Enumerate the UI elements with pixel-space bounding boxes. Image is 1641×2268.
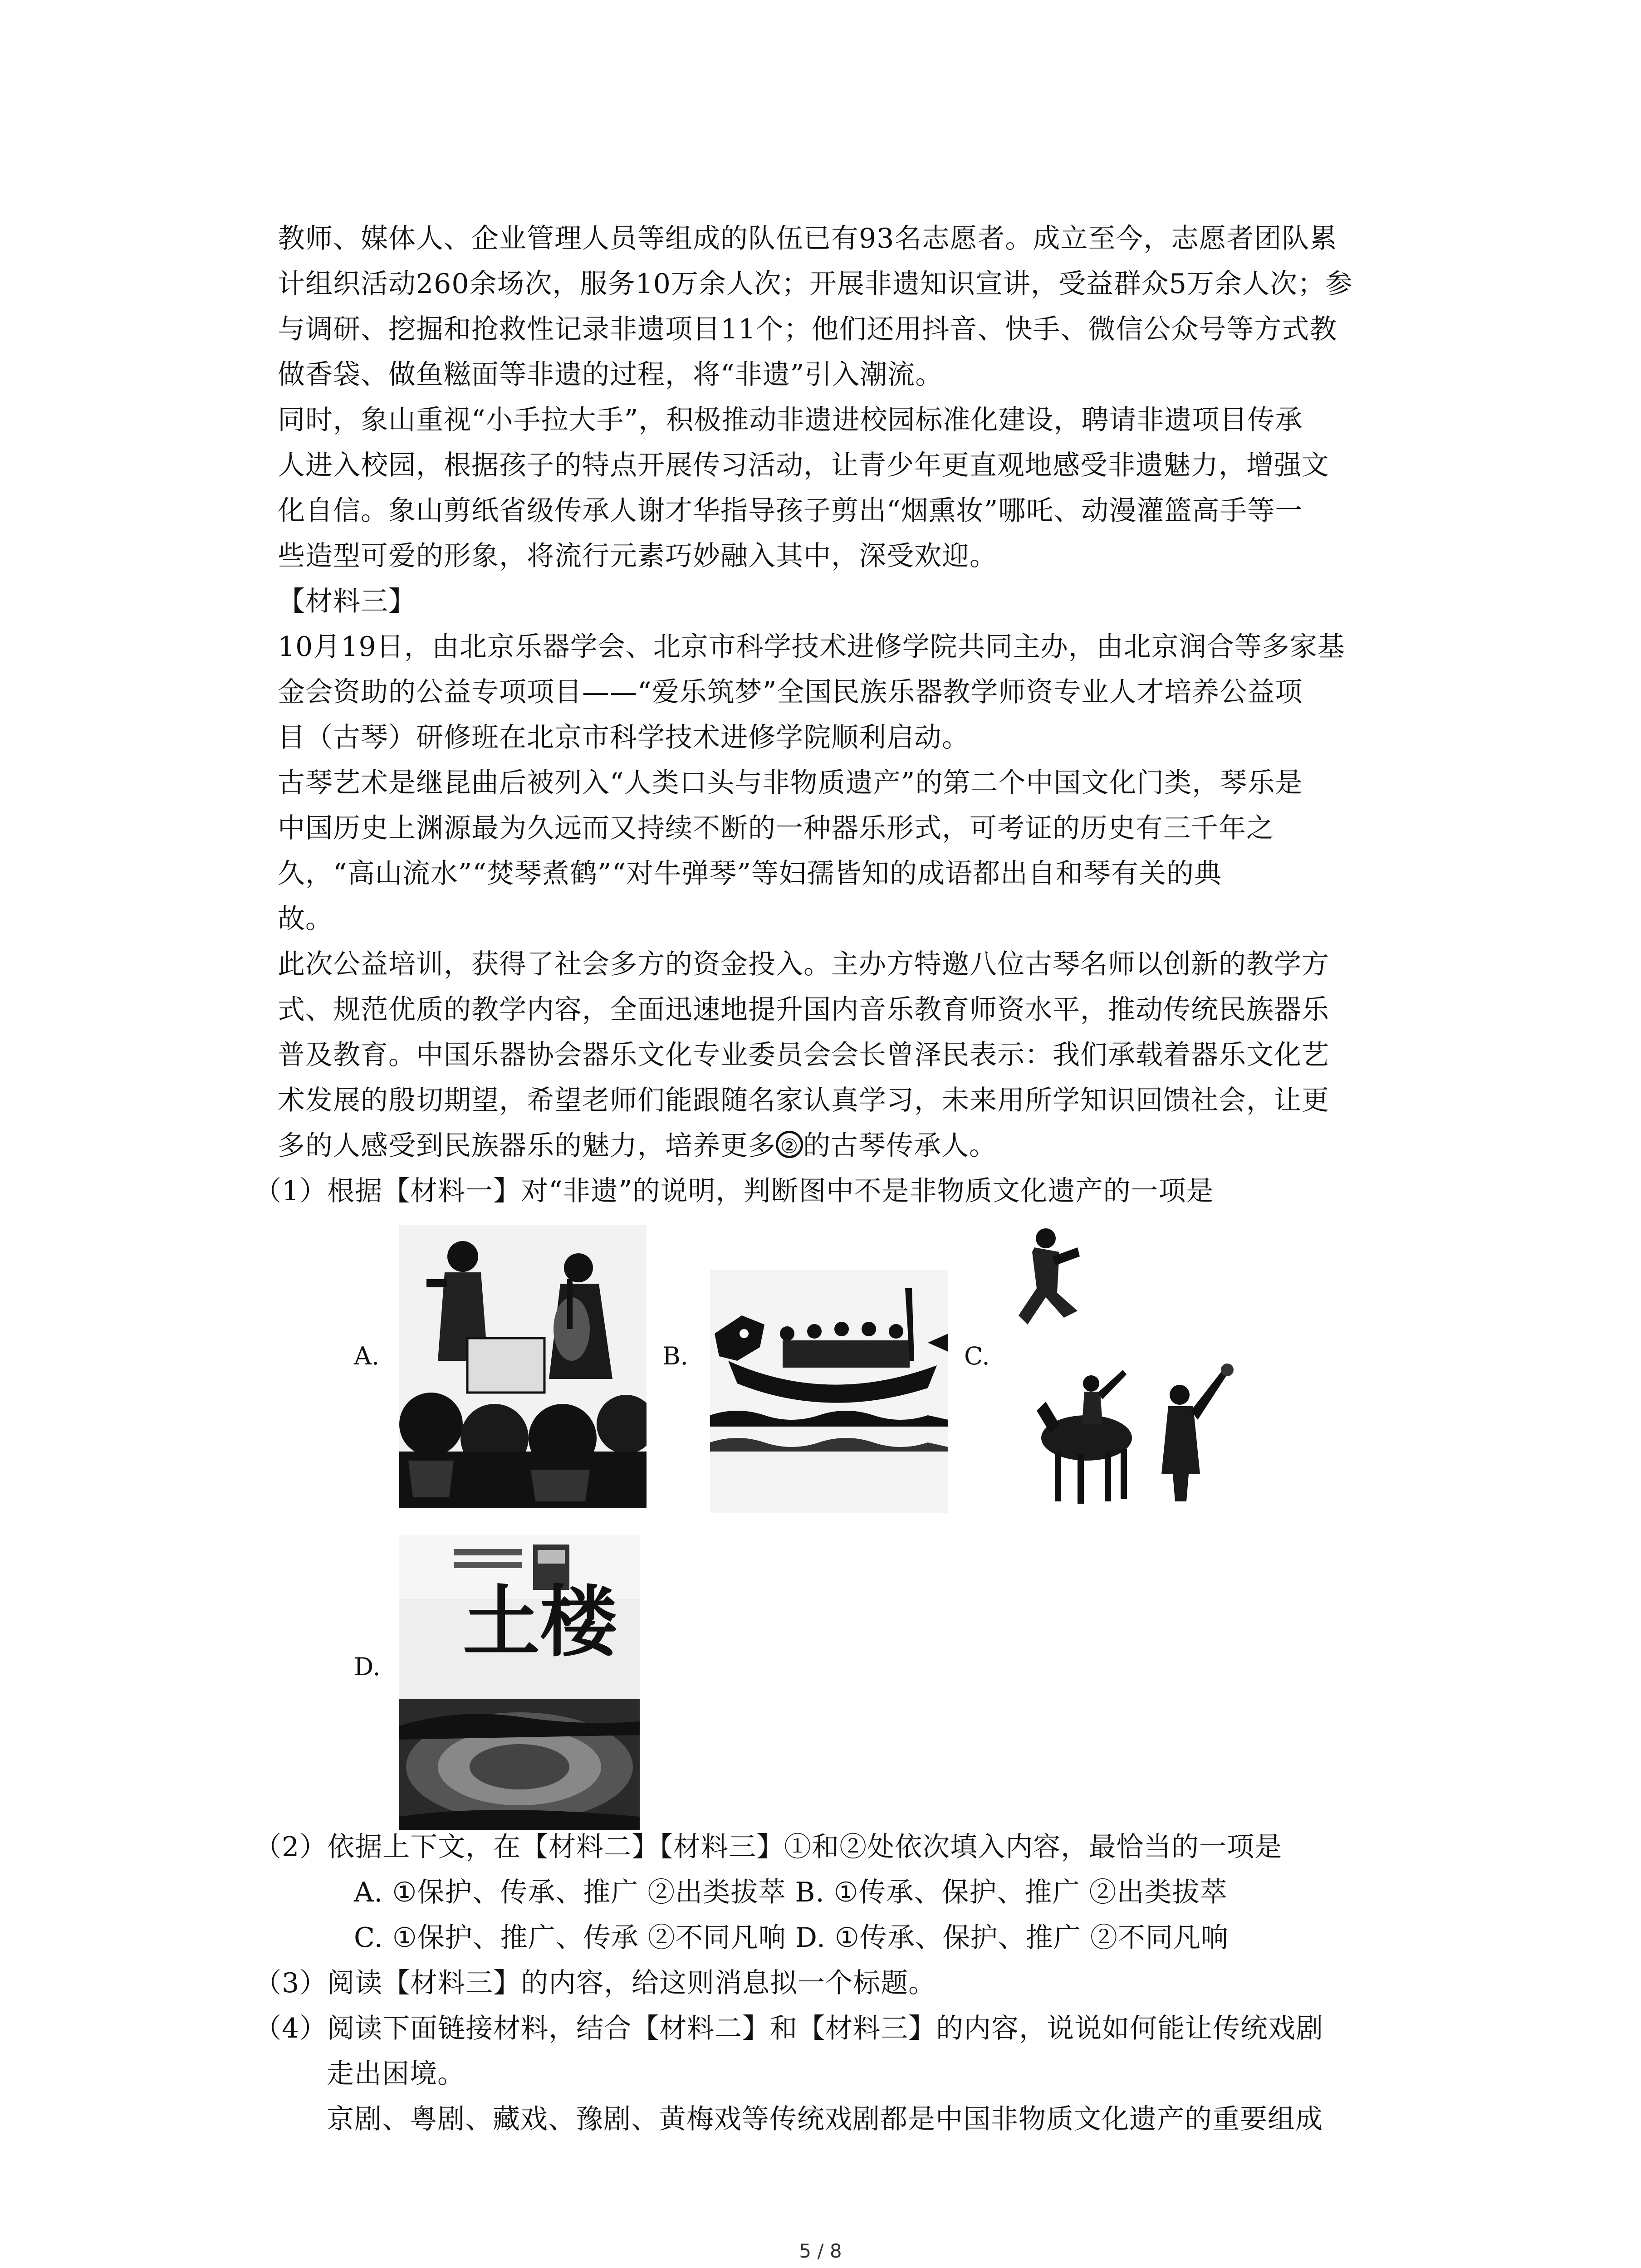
- option-b-label: B.: [662, 1342, 688, 1370]
- text-line: 普及教育。中国乐器协会器乐文化专业委员会会长曾泽民表示：我们承载着器乐文化艺: [278, 1039, 1329, 1071]
- question-1: （1）根据【材料一】对“非遗”的说明，判断图中不是非物质文化遗产的一项是: [254, 1175, 1214, 1207]
- blank-marker-2: ②: [776, 1131, 803, 1158]
- material3-heading: 【材料三】: [278, 586, 416, 617]
- question-4: （4）阅读下面链接材料，结合【材料二】和【材料三】的内容，说说如何能让传统戏剧: [254, 2013, 1324, 2044]
- text-line: 10月19日，由北京乐器学会、北京市科学技术进修学院共同主办，由北京润合等多家基: [278, 631, 1345, 663]
- text-line: 计组织活动260余场次，服务10万余人次；开展非遗知识宣讲，受益群众5万余人次；参: [278, 268, 1353, 300]
- question-4-cont: 走出困境。: [327, 2058, 465, 2090]
- option-a-image: [399, 1225, 647, 1508]
- text-line: 同时，象山重视“小手拉大手”，积极推动非遗进校园标准化建设，聘请非遗项目传承: [278, 404, 1303, 436]
- question-2-options-row-2: C. ①保护、推广、传承 ②不同凡响 D. ①传承、保护、推广 ②不同凡响: [354, 1922, 1229, 1954]
- question-3: （3）阅读【材料三】的内容，给这则消息拟一个标题。: [254, 1967, 936, 1999]
- poster-title-text: 土楼: [463, 1577, 617, 1667]
- text-line: 人进入校园，根据孩子的特点开展传习活动，让青少年更直观地感受非遗魅力，增强文: [278, 450, 1329, 481]
- text-segment: 多的人感受到民族器乐的魅力，培养更多: [278, 1130, 776, 1162]
- text-line: 教师、媒体人、企业管理人员等组成的队伍已有93名志愿者。成立至今，志愿者团队累: [278, 223, 1337, 254]
- text-line: 些造型可爱的形象，将流行元素巧妙融入其中，深受欢迎。: [278, 540, 997, 572]
- text-line-with-blank: [278, 1127, 997, 1165]
- text-line: 化自信。象山剪纸省级传承人谢才华指导孩子剪出“烟熏妆”哪吒、动漫灌篮高手等一: [278, 495, 1303, 527]
- text-segment: 的古琴传承人。: [803, 1130, 997, 1162]
- option-c-label: C.: [964, 1342, 990, 1370]
- option-d-label: D.: [354, 1652, 381, 1681]
- text-line: 此次公益培训，获得了社会多方的资金投入。主办方特邀八位古琴名师以创新的教学方: [278, 948, 1329, 980]
- text-line: 做香袋、做鱼糍面等非遗的过程，将“非遗”引入潮流。: [278, 359, 943, 391]
- question-2-options-row-1: A. ①保护、传承、推广 ②出类拔萃 B. ①传承、保护、推广 ②出类拔萃: [354, 1877, 1228, 1908]
- option-d-image: [399, 1535, 640, 1830]
- text-line: 目（古琴）研修班在北京市科学技术进修学院顺利启动。: [278, 722, 970, 753]
- text-line: 与调研、挖掘和抢救性记录非遗项目11个；他们还用抖音、快手、微信公众号等方式教: [278, 313, 1337, 345]
- text-line: 式、规范优质的教学内容，全面迅速地提升国内音乐教育师资水平，推动传统民族器乐: [278, 994, 1329, 1026]
- option-a-label: A.: [354, 1342, 380, 1370]
- text-line: 术发展的殷切期望，希望老师们能跟随名家认真学习，未来用所学知识回馈社会，让更: [278, 1085, 1329, 1116]
- text-line: 久，“高山流水”“焚琴煮鹤”“对牛弹琴”等妇孺皆知的成语都出自和琴有关的典: [278, 858, 1222, 890]
- link-material: 京剧、粤剧、藏戏、豫剧、黄梅戏等传统戏剧都是中国非物质文化遗产的重要组成: [327, 2103, 1323, 2135]
- text-line: 金会资助的公益专项项目——“爱乐筑梦”全国民族乐器教学师资专业人才培养公益项: [278, 676, 1303, 708]
- option-b-image: [710, 1270, 948, 1513]
- text-line: 故。: [278, 903, 333, 935]
- page-number: 5 / 8: [799, 2240, 842, 2262]
- option-c-image: [1009, 1220, 1257, 1515]
- text-line: 中国历史上渊源最为久远而又持续不断的一种器乐形式，可考证的历史有三千年之: [278, 812, 1274, 844]
- text-line: 古琴艺术是继昆曲后被列入“人类口头与非物质遗产”的第二个中国文化门类，琴乐是: [278, 767, 1303, 799]
- question-2: （2）依据上下文，在【材料二】【材料三】①和②处依次填入内容，最恰当的一项是: [254, 1831, 1283, 1863]
